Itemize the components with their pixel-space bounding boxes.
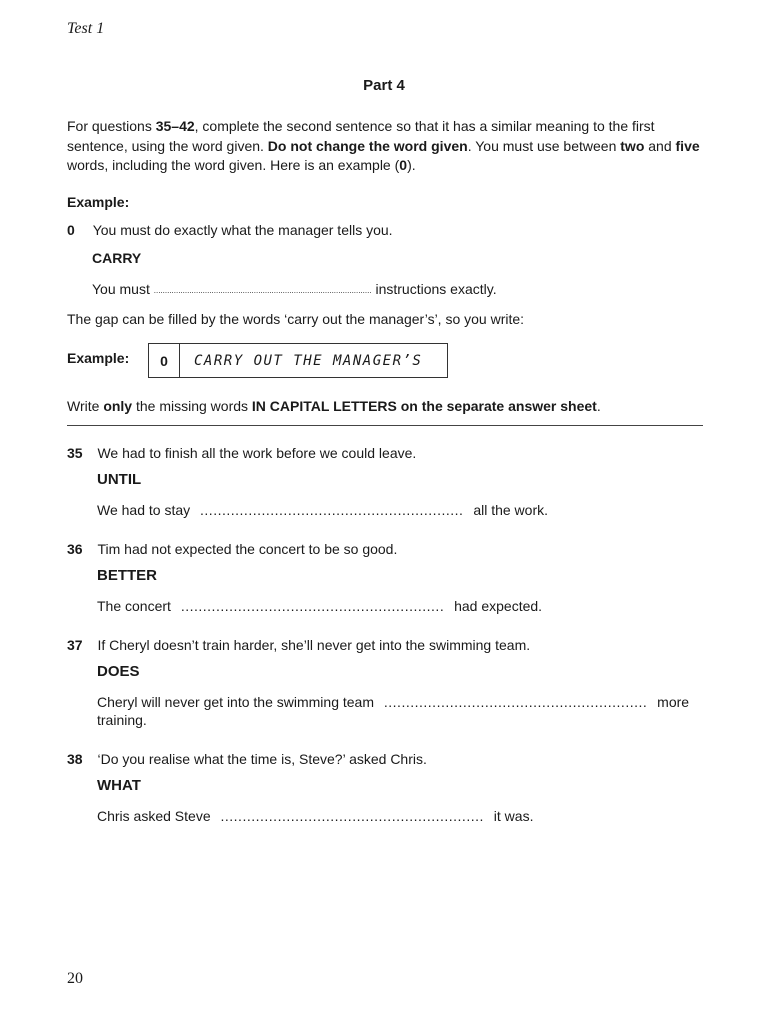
question-keyword: BETTER xyxy=(97,567,157,584)
instructions-paragraph: For questions 35–42, complete the second sentence so that it has a similar meaning to the first sentence, using the word given. Do not change the word given. You must use between two and five words, including the word given. Here is an example (0). xyxy=(67,118,700,173)
question-number: 35 xyxy=(67,445,83,461)
question-sentence: Tim had not expected the concert to be so good. xyxy=(97,541,398,557)
example-prefix: You must xyxy=(92,281,150,297)
question-number: 36 xyxy=(67,541,83,557)
example-sentence: You must do exactly what the manager tells you. xyxy=(92,222,393,238)
example-number: 0 xyxy=(67,222,75,238)
answer-gap: ............................................................ xyxy=(180,598,445,614)
question-36 xyxy=(67,541,397,557)
example-suffix: instructions exactly. xyxy=(375,281,497,297)
question-sentence: If Cheryl doesn’t train harder, she’ll never get into the swimming team. xyxy=(97,637,531,653)
example-explanation: The gap can be filled by the words ‘carry out the manager’s’, so you write: xyxy=(67,311,525,327)
question-answer-line: Chris asked Steve ............................................................ it was. xyxy=(97,808,534,824)
question-keyword: DOES xyxy=(97,663,140,680)
example-keyword: CARRY xyxy=(92,250,142,266)
page-number: 20 xyxy=(67,970,83,987)
question-answer-line: Cheryl will never get into the swimming team ............................................................ more xyxy=(97,694,690,710)
question-number: 37 xyxy=(67,637,83,653)
answer-gap: ............................................................ xyxy=(200,502,464,518)
question-37 xyxy=(67,637,530,653)
question-answer-line: We had to stay ............................................................ all the work. xyxy=(97,502,549,518)
write-note: Write only the missing words IN CAPITAL LETTERS on the separate answer sheet. xyxy=(67,398,601,414)
question-number: 38 xyxy=(67,751,83,767)
question-35 xyxy=(67,445,416,461)
part-title: Part 4 xyxy=(363,77,405,94)
question-sentence: ‘Do you realise what the time is, Steve?’ asked Chris. xyxy=(97,751,427,767)
question-keyword: WHAT xyxy=(97,777,141,794)
example-sentence-row xyxy=(67,221,393,241)
section-divider xyxy=(67,425,703,426)
example-box-number: 0 xyxy=(149,344,180,377)
question-keyword: UNTIL xyxy=(97,471,142,488)
example-gap: .................................................................................................. xyxy=(153,286,372,295)
question-sentence: We had to finish all the work before we could leave. xyxy=(97,445,417,461)
answer-line-continuation: training. xyxy=(97,712,147,728)
example-box-label: Example: xyxy=(67,350,130,366)
answer-gap: ............................................................ xyxy=(220,808,484,824)
example-answer-box xyxy=(148,343,448,378)
example-label: Example: xyxy=(67,194,130,210)
question-38 xyxy=(67,751,427,767)
question-answer-line: The concert ............................................................ had expected. xyxy=(97,598,543,614)
example-box-answer: CARRY OUT THE MANAGER’S xyxy=(194,352,423,369)
example-answer-line xyxy=(92,280,497,301)
running-title: Test 1 xyxy=(67,20,105,37)
answer-gap: ............................................................ xyxy=(383,694,648,710)
